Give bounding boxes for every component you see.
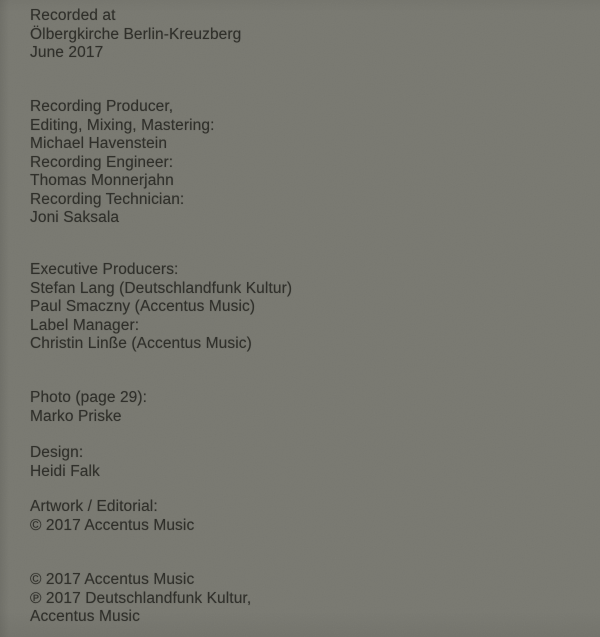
- credit-line-exec-name1: Stefan Lang (Deutschlandfunk Kultur): [30, 279, 293, 297]
- credit-line-artwork-copyright: © 2017 Accentus Music: [30, 516, 195, 534]
- credit-line-label-manager-name: Christin Linße (Accentus Music): [30, 335, 252, 352]
- credit-line-date: June 2017: [30, 44, 104, 61]
- section-production-team: [30, 98, 584, 228]
- credit-line-technician-name: Joni Saksala: [30, 209, 120, 226]
- credit-line-venue: Ölbergkirche Berlin-Kreuzberg: [30, 25, 242, 43]
- section-executive-producers: [30, 261, 584, 354]
- credit-line-exec-role: Executive Producers:: [30, 261, 179, 278]
- section-recording-location: [30, 7, 584, 63]
- section-design-credit: [30, 444, 584, 481]
- credit-line-engineer-name: Thomas Monnerjahn: [30, 172, 174, 189]
- credit-line-producer-role: Recording Producer,: [30, 98, 174, 115]
- credit-line-recorded-at: Recorded at: [30, 7, 116, 24]
- credit-line-copyright: © 2017 Accentus Music: [30, 571, 195, 588]
- credit-line-engineer-role: Recording Engineer:: [30, 153, 174, 171]
- credit-line-label-manager-role: Label Manager:: [30, 316, 140, 334]
- credit-line-exec-name2: Paul Smaczny (Accentus Music): [30, 298, 256, 315]
- credit-line-technician-role: Recording Technician:: [30, 190, 185, 208]
- credit-line-producer-role2: Editing, Mixing, Mastering:: [30, 116, 215, 134]
- credit-line-artwork-role: Artwork / Editorial:: [30, 498, 158, 515]
- credit-line-producer-name: Michael Havenstein: [30, 135, 168, 152]
- credit-line-design-name: Heidi Falk: [30, 462, 100, 480]
- credit-line-design-role: Design:: [30, 444, 84, 461]
- section-copyright-footer: [30, 571, 584, 627]
- credit-line-phonogram: ℗ 2017 Deutschlandfunk Kultur,: [30, 589, 252, 607]
- credit-line-label-name: Accentus Music: [30, 608, 140, 625]
- section-photo-credit: [30, 389, 584, 426]
- credit-line-photo-name: Marko Priske: [30, 407, 122, 425]
- credit-line-photo-role: Photo (page 29):: [30, 389, 148, 406]
- section-artwork-editorial: [30, 498, 584, 535]
